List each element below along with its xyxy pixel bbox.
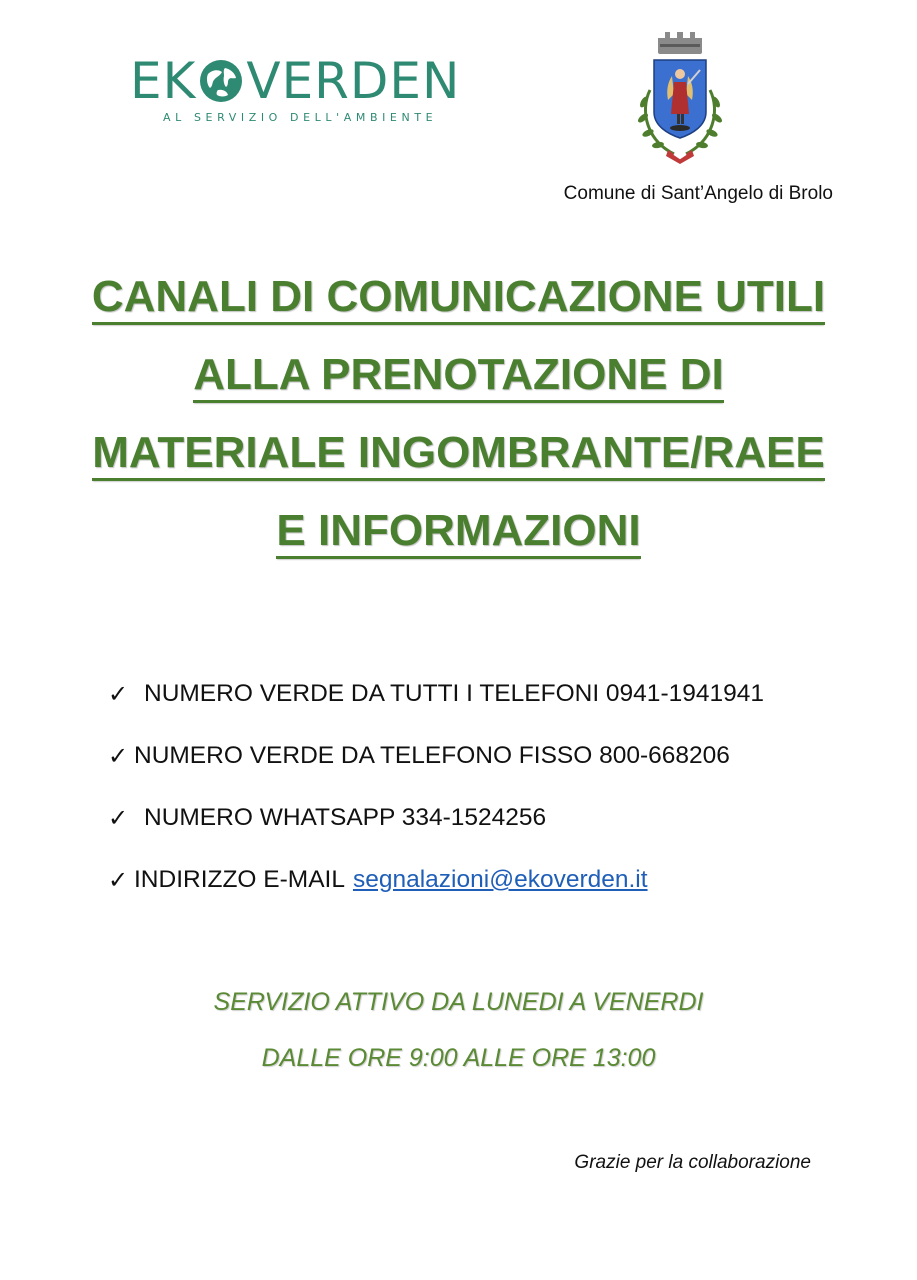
contacts-list bbox=[108, 663, 764, 911]
list-item bbox=[108, 725, 764, 787]
list-item bbox=[108, 849, 764, 911]
title-line-4: E INFORMAZIONI bbox=[276, 506, 640, 559]
checkmark-icon: ✓ bbox=[108, 804, 129, 832]
service-times: DALLE ORE 9:00 ALLE ORE 13:00 bbox=[261, 1044, 656, 1072]
globe-icon bbox=[198, 58, 244, 104]
title-line-1: CANALI DI COMUNICAZIONE UTILI bbox=[92, 272, 825, 325]
email-link[interactable]: segnalazioni@ekoverden.it bbox=[352, 866, 648, 893]
page-title bbox=[0, 262, 917, 574]
thanks-note: Grazie per la collaborazione bbox=[574, 1152, 811, 1173]
list-item bbox=[108, 787, 764, 849]
checkmark-icon: ✓ bbox=[108, 742, 129, 770]
contact-toll-free-landline: NUMERO VERDE DA TELEFONO FISSO 800-668206 bbox=[134, 742, 730, 769]
service-hours bbox=[0, 982, 917, 1094]
list-item bbox=[108, 663, 764, 725]
service-days: SERVIZIO ATTIVO DA LUNEDI A VENERDI bbox=[213, 988, 704, 1016]
logo-tagline: AL SERVIZIO DELL'AMBIENTE bbox=[163, 111, 438, 124]
logo-text-part2: VERDEN bbox=[246, 52, 461, 110]
ekoverden-logo bbox=[130, 52, 500, 130]
contact-toll-free-all: NUMERO VERDE DA TUTTI I TELEFONI 0941-1941941 bbox=[144, 680, 764, 707]
checkmark-icon: ✓ bbox=[108, 680, 129, 708]
checkmark-icon: ✓ bbox=[108, 866, 129, 894]
title-line-2: ALLA PRENOTAZIONE DI bbox=[193, 350, 723, 403]
contact-whatsapp: NUMERO WHATSAPP 334-1524256 bbox=[144, 804, 547, 831]
title-line-3: MATERIALE INGOMBRANTE/RAEE bbox=[92, 428, 825, 481]
logo-wordmark bbox=[130, 52, 500, 110]
comune-name: Comune di Sant’Angelo di Brolo bbox=[563, 183, 833, 204]
coat-of-arms-icon bbox=[628, 30, 732, 170]
logo-text-part1: EK bbox=[130, 52, 197, 110]
contact-email-label: INDIRIZZO E-MAIL bbox=[134, 866, 345, 893]
